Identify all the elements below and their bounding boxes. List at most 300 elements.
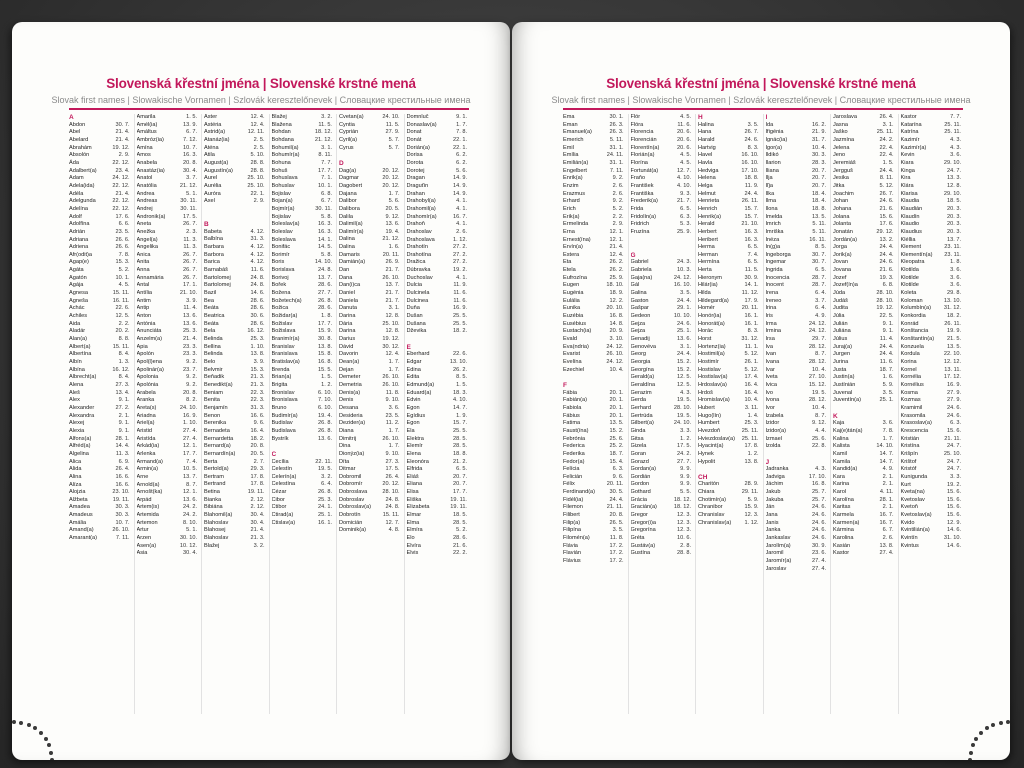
name-text: Afr(odit)a — [69, 251, 93, 258]
name-text: Alžbeta — [69, 496, 88, 503]
name-entry — [272, 305, 338, 313]
name-entry — [631, 497, 697, 505]
name-entry — [339, 390, 405, 398]
name-entry — [631, 489, 697, 497]
name-day-date: 31. 12. — [943, 305, 961, 312]
name-entry — [563, 420, 629, 428]
name-entry — [901, 436, 967, 444]
name-entry — [833, 282, 899, 290]
name-day-date: 5. 7. — [388, 144, 400, 151]
name-day-date: 14. 4. — [115, 443, 130, 450]
name-text: Dina — [339, 443, 351, 450]
name-entry — [204, 313, 270, 321]
name-day-date: 13. 11. — [944, 366, 961, 373]
name-text: Fraňo — [630, 175, 646, 182]
name-text: Izabela — [765, 412, 784, 419]
name-entry — [204, 267, 270, 275]
name-day-date: 13. 4. — [115, 389, 130, 396]
name-day-date: 28. 3. — [812, 159, 826, 166]
name-text: Fatima — [563, 420, 581, 427]
name-entry — [563, 282, 629, 290]
name-text: Kvintín — [900, 535, 918, 542]
name-day-date: 13. 8. — [744, 458, 759, 465]
name-text: Dionýz(ia) — [339, 450, 365, 457]
name-entry — [766, 175, 832, 183]
name-entry — [766, 168, 832, 176]
name-text: Chiara — [698, 489, 715, 496]
name-entry — [698, 420, 764, 428]
name-day-date: 25. 10. — [382, 320, 400, 327]
name-entry — [833, 252, 899, 260]
name-entry — [631, 367, 697, 375]
name-day-date: 24. 6. — [812, 527, 826, 534]
name-day-date: 16. 7. — [879, 512, 894, 519]
name-entry — [631, 382, 697, 390]
name-entry — [407, 321, 473, 329]
name-day-date: 20. 11. — [741, 305, 759, 312]
name-text: Hrdoš — [698, 389, 713, 396]
name-day-date: 12. 3. — [677, 512, 691, 519]
binding-hole — [979, 731, 983, 735]
name-day-date: 30. 8. — [318, 336, 332, 343]
name-day-date: 24. 4. — [609, 496, 624, 503]
name-entry — [69, 504, 135, 512]
binding-hole — [33, 726, 37, 730]
name-text: Hedviga — [698, 167, 719, 174]
name-entry — [901, 198, 967, 206]
name-entry — [833, 512, 899, 520]
name-text: Božica — [271, 305, 289, 312]
name-day-date: 18. 7. — [879, 366, 894, 373]
name-day-date: 9. 2. — [186, 381, 197, 388]
name-day-date: 19. 3. — [879, 274, 894, 281]
name-day-date: 26. 2. — [609, 259, 624, 266]
name-text: Bořek — [271, 282, 287, 289]
name-day-date: 24. 12. — [673, 274, 691, 281]
name-text: Arne — [136, 473, 149, 480]
name-entry — [833, 504, 899, 512]
name-entry — [631, 206, 697, 214]
name-text: Kordula — [900, 351, 920, 358]
name-day-date: 16. 10. — [741, 159, 759, 166]
name-text: Duňa — [406, 305, 420, 312]
name-day-date: 22. 11. — [315, 458, 332, 465]
name-day-date: 25. 11. — [944, 129, 961, 136]
name-text: Bartolomej — [204, 282, 231, 289]
name-entry — [272, 221, 338, 229]
name-entry — [631, 160, 697, 168]
name-entry — [137, 252, 203, 260]
name-day-date: 19. 4. — [385, 228, 400, 235]
name-text: Jaško — [833, 129, 848, 136]
name-text: Branislava — [271, 351, 298, 358]
name-entry — [272, 137, 338, 145]
name-day-date: 20. 7. — [453, 481, 467, 488]
name-entry — [631, 321, 697, 329]
name-text: Jelena — [833, 144, 850, 151]
name-entry — [137, 114, 203, 122]
spacer — [698, 466, 764, 474]
name-day-date: 1. 2. — [747, 450, 759, 457]
name-text: Kveta(na) — [900, 489, 925, 496]
name-text: Ambróz(ia) — [136, 136, 164, 143]
name-entry — [204, 451, 270, 459]
name-entry — [339, 466, 405, 474]
name-entry — [631, 298, 697, 306]
name-entry — [137, 168, 203, 176]
name-day-date: 16. 12. — [247, 328, 265, 335]
name-text: Ervín(a) — [563, 244, 583, 251]
name-day-date: 8. 7. — [186, 481, 197, 488]
name-text: Georg — [630, 351, 647, 358]
name-day-date: 25. 2. — [609, 443, 624, 450]
name-day-date: 23. 10. — [112, 489, 130, 496]
name-entry — [69, 336, 135, 344]
name-text: Gašpar — [630, 305, 649, 312]
name-text: Chranislav(a) — [698, 519, 732, 526]
name-day-date: 12. 3. — [677, 527, 691, 534]
name-entry — [766, 221, 832, 229]
name-day-date: 24. 10. — [673, 420, 691, 427]
name-text: Irma — [765, 320, 777, 327]
name-entry — [339, 282, 405, 290]
name-text: Havel — [698, 152, 713, 159]
name-text: Klaudius — [900, 228, 922, 235]
name-day-date: 7. 8. — [456, 129, 467, 136]
name-entry — [69, 413, 135, 421]
letter-heading: K — [833, 412, 838, 420]
name-text: Dobroslava — [339, 489, 368, 496]
name-text: Albína — [69, 366, 85, 373]
name-entry — [339, 168, 405, 176]
name-day-date: 12. 3. — [677, 519, 691, 526]
name-day-date: 17. 7. — [318, 167, 332, 174]
name-entry — [407, 489, 473, 497]
name-day-date: 22. 1. — [250, 190, 265, 197]
name-text: Budimír(a) — [271, 412, 298, 419]
name-day-date: 11. 3. — [183, 236, 197, 243]
name-text: Dalina — [339, 236, 355, 243]
name-entry — [698, 451, 764, 459]
name-day-date: 24. 4. — [879, 351, 894, 358]
name-text: Kara — [833, 473, 845, 480]
name-day-date: 21. 7. — [385, 297, 400, 304]
name-entry — [339, 344, 405, 352]
name-day-date: 6. 3. — [950, 420, 961, 427]
name-entry — [901, 420, 967, 428]
name-day-date: 28. 1. — [879, 496, 894, 503]
name-text: Armin(a) — [136, 466, 158, 473]
name-day-date: 13. 7. — [385, 282, 400, 289]
name-text: Barbora — [204, 251, 224, 258]
name-entry — [204, 428, 270, 436]
name-day-date: 17. 7. — [453, 489, 467, 496]
name-entry — [698, 122, 764, 130]
name-day-date: 28. 9. — [744, 481, 759, 488]
name-day-date: 14. 7. — [879, 458, 894, 465]
name-day-date: 3. 2. — [321, 473, 332, 480]
name-entry — [272, 229, 338, 237]
name-day-date: 24. 10. — [382, 114, 400, 120]
name-day-date: 6. 9. — [118, 458, 130, 465]
name-entry — [204, 236, 270, 244]
name-entry — [698, 191, 764, 199]
name-entry — [901, 160, 967, 168]
name-text: Božetech(a) — [271, 297, 302, 304]
name-text: Jasna — [833, 121, 848, 128]
name-entry — [698, 198, 764, 206]
name-text: Helga — [698, 182, 713, 189]
name-day-date: 15. 2. — [677, 358, 691, 365]
name-entry — [204, 466, 270, 474]
name-day-date: 26. 4. — [879, 114, 894, 120]
name-day-date: 7. 11. — [609, 167, 624, 174]
name-text: Denis — [339, 397, 354, 404]
name-entry — [407, 160, 473, 168]
name-entry — [698, 520, 764, 528]
name-entry — [766, 137, 832, 145]
name-entry — [901, 214, 967, 222]
name-day-date: 27. 9. — [947, 397, 961, 404]
name-entry — [339, 328, 405, 336]
name-text: Elo — [406, 535, 415, 542]
name-text: Babeta — [204, 228, 222, 235]
name-text: Gustáv(a) — [630, 542, 656, 549]
name-entry — [563, 336, 629, 344]
name-day-date: 3. 2. — [321, 114, 332, 120]
name-text: Emerich — [563, 136, 584, 143]
name-entry — [901, 374, 967, 382]
name-entry — [563, 451, 629, 459]
name-day-date: 10. 1. — [318, 182, 332, 189]
name-text: Eman — [563, 121, 578, 128]
name-day-date: 24. 6. — [879, 198, 894, 205]
name-text: Klaudián — [900, 205, 923, 212]
name-entry — [833, 114, 899, 122]
name-day-date: 8. 7. — [815, 351, 826, 358]
name-day-date: 25. 6. — [812, 435, 826, 442]
name-text: Cecília — [271, 458, 289, 465]
name-day-date: 3. 6. — [388, 404, 400, 411]
name-entry — [563, 436, 629, 444]
name-entry — [901, 489, 967, 497]
name-entry — [137, 237, 203, 245]
name-day-date: 10. 4. — [812, 366, 826, 373]
name-day-date: 9. 2. — [186, 374, 197, 381]
binding-hole — [991, 723, 995, 727]
name-text: Gustína — [630, 550, 651, 557]
name-entry — [339, 305, 405, 313]
name-day-date: 13. 5. — [947, 343, 961, 350]
name-day-date: 5. 8. — [321, 251, 332, 258]
name-day-date: 8. 5. — [456, 374, 467, 381]
name-entry — [339, 313, 405, 321]
name-day-date: 22. 3. — [250, 397, 265, 404]
name-day-date: 21. 4. — [115, 129, 130, 136]
name-day-date: 6. 5. — [680, 205, 691, 212]
name-entry — [137, 520, 203, 528]
name-text: Drahobyl(a) — [406, 198, 436, 205]
name-day-date: 25. 7. — [812, 489, 826, 496]
name-text: Artem(is) — [136, 504, 160, 511]
name-day-date: 25. 5. — [453, 320, 467, 327]
name-day-date: 20. 12. — [382, 175, 400, 182]
name-entry — [339, 229, 405, 237]
name-entry — [833, 474, 899, 482]
name-entry — [563, 183, 629, 191]
letter-heading: CH — [698, 473, 708, 481]
name-text: Demetria — [339, 381, 362, 388]
name-entry — [698, 168, 764, 176]
name-text: Kvetoň — [900, 504, 918, 511]
name-entry — [272, 298, 338, 306]
name-entry — [69, 374, 135, 382]
name-day-date: 16. 4. — [744, 381, 759, 388]
name-text: Anatólia — [136, 182, 157, 189]
name-text: Justin(a) — [833, 374, 855, 381]
name-entry — [69, 466, 135, 474]
name-text: Boleslava — [271, 236, 296, 243]
name-text: Kvido — [900, 519, 915, 526]
name-entry — [698, 160, 764, 168]
name-day-date: 15. 6. — [947, 489, 961, 496]
name-text: Dezider(a) — [339, 420, 366, 427]
name-text: Barica — [204, 259, 220, 266]
name-day-date: 28. 12. — [808, 359, 826, 365]
name-entry — [137, 160, 203, 168]
name-entry — [631, 413, 697, 421]
name-text: Arlenka — [136, 450, 156, 457]
name-day-date: 5. 7. — [388, 136, 400, 143]
name-day-date: 28. 12. — [808, 397, 826, 404]
name-day-date: 9. 1. — [118, 420, 130, 427]
name-text: Frederik(a) — [630, 198, 658, 205]
name-entry — [339, 382, 405, 390]
name-day-date: 28. 6. — [250, 320, 265, 327]
name-day-date: 13. 6. — [677, 336, 691, 342]
name-entry — [272, 114, 338, 122]
name-text: Gothard — [630, 489, 651, 496]
name-day-date: 18. 7. — [609, 450, 624, 457]
name-day-date: 25. 11. — [876, 129, 894, 136]
name-entry — [272, 191, 338, 199]
name-text: Erich — [563, 205, 576, 212]
name-entry — [339, 221, 405, 229]
name-day-date: 18. 12. — [314, 129, 332, 136]
name-entry — [69, 298, 135, 306]
name-day-date: 23. 6. — [812, 550, 826, 557]
name-entry — [407, 436, 473, 444]
name-day-date: 20. 1. — [609, 397, 624, 404]
name-entry — [631, 168, 697, 176]
name-entry — [407, 122, 473, 130]
name-day-date: 19. 11. — [112, 496, 130, 503]
name-text: Borivoj — [271, 274, 289, 281]
name-day-date: 21. 3. — [250, 374, 265, 381]
name-text: Evald — [563, 336, 577, 343]
name-day-date: 24. 7. — [947, 458, 961, 465]
name-entry — [407, 183, 473, 191]
name-text: Antal — [136, 282, 150, 289]
name-text: Júda — [833, 290, 846, 297]
name-text: Edina — [406, 366, 421, 373]
name-entry — [204, 252, 270, 260]
name-text: Klotilda — [900, 267, 919, 274]
name-day-date: 4. 9. — [815, 313, 826, 320]
name-entry — [698, 459, 764, 467]
name-day-date: 26. 8. — [318, 489, 332, 496]
name-text: Antília — [136, 290, 153, 297]
name-text: Inéza — [765, 236, 780, 243]
name-text: Hostislav(a) — [698, 374, 728, 381]
name-entry — [698, 305, 764, 313]
name-entry — [69, 244, 135, 252]
name-entry — [901, 459, 967, 467]
name-day-date: 11. 4. — [183, 305, 197, 312]
name-day-date: 17. 5. — [677, 443, 691, 450]
name-entry — [69, 206, 135, 214]
name-entry — [901, 267, 967, 275]
name-text: Bazil — [204, 290, 217, 297]
name-day-date: 16. 6. — [115, 473, 130, 480]
name-text: Beáta — [204, 320, 219, 327]
name-text: Gregor(i)a — [630, 519, 656, 526]
name-day-date: 22. 3. — [250, 389, 265, 396]
name-entry — [339, 214, 405, 222]
name-day-date: 4. 1. — [456, 221, 467, 228]
name-text: Ignác(ia) — [765, 136, 788, 143]
name-day-date: 3. 5. — [882, 389, 894, 396]
name-day-date: 17. 2. — [609, 542, 624, 549]
name-entry — [698, 229, 764, 237]
name-day-date: 25. 11. — [741, 435, 759, 442]
name-text: Dominik(a) — [339, 527, 367, 534]
name-entry — [766, 321, 832, 329]
name-day-date: 9. 9. — [680, 473, 691, 480]
name-day-date: 16. 12. — [112, 366, 130, 373]
name-text: Drahotína — [406, 251, 432, 258]
name-day-date: 1. 5. — [186, 114, 197, 120]
name-entry — [407, 152, 473, 160]
name-entry — [766, 374, 832, 382]
name-text: Eliana — [406, 481, 423, 488]
name-day-date: 20. 8. — [609, 512, 624, 519]
name-text: Jáchim — [765, 481, 784, 488]
name-day-date: 25. 6. — [609, 435, 624, 442]
name-day-date: 15. 6. — [947, 427, 961, 434]
name-text: Ivona — [765, 397, 780, 404]
name-day-date: 24. 4. — [677, 351, 691, 358]
name-text: Harald — [698, 136, 715, 143]
name-text: Krištof — [900, 458, 917, 465]
name-day-date: 17. 5. — [183, 213, 197, 220]
name-text: Drahoslava — [406, 236, 435, 243]
name-day-date: 22. 1. — [453, 136, 467, 143]
name-text: Bronislav — [271, 389, 295, 396]
name-text: Engelbert — [563, 167, 587, 174]
name-entry — [272, 466, 338, 474]
name-day-date: 9. 1. — [882, 320, 894, 327]
name-day-date: 9. 2. — [186, 359, 197, 365]
name-text: Arnold(a) — [136, 481, 160, 488]
name-text: Blahomil(a) — [204, 512, 233, 519]
name-entry — [69, 313, 135, 321]
name-text: Andreas — [136, 198, 158, 205]
name-entry — [563, 413, 629, 421]
name-entry — [407, 252, 473, 260]
name-entry — [833, 290, 899, 298]
name-day-date: 28. 7. — [812, 282, 826, 289]
